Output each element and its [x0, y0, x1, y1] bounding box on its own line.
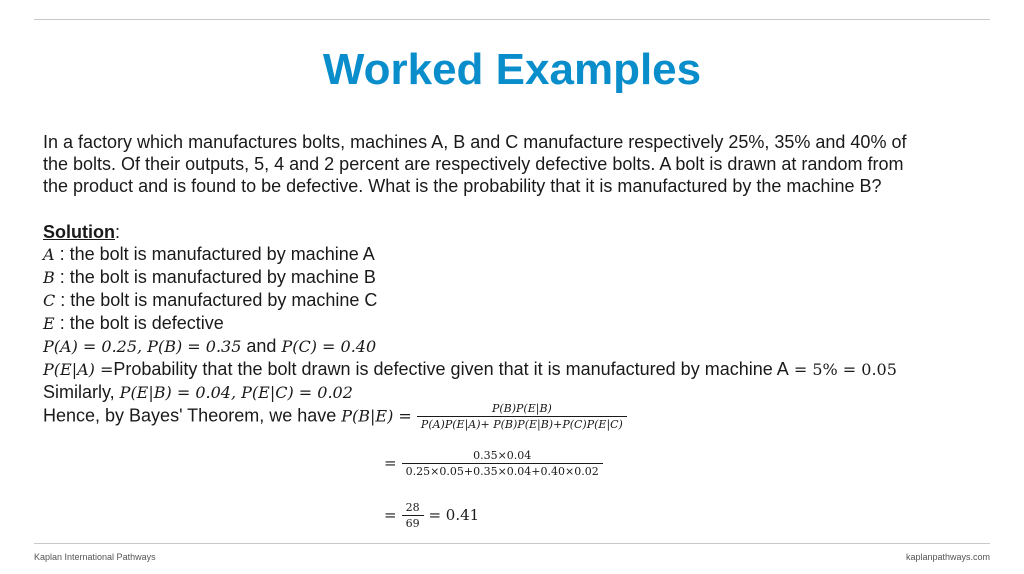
event-c: [43, 289, 993, 312]
bayes-line: [43, 401, 627, 432]
event-e-text: : the bolt is defective: [54, 313, 224, 333]
event-c-symbol: C: [43, 291, 56, 310]
footer-url: kaplanpathways.com: [905, 552, 990, 562]
bayes-step-3: [384, 500, 479, 531]
solution-label: Solution: [43, 222, 115, 242]
bayes-step-3-equals: =: [384, 506, 397, 524]
conditional-line: [43, 358, 993, 381]
bayes-step-3-fraction: [402, 500, 424, 531]
bayes-step-2: [384, 448, 603, 479]
conditional-rhs: = 5% = 0.05: [788, 360, 897, 379]
event-a-symbol: A: [43, 245, 55, 264]
event-b-text: : the bolt is manufactured by machine B: [54, 267, 376, 287]
priors-line: [43, 335, 993, 358]
solution-colon: :: [114, 222, 120, 242]
priors-part-2: P(C) = 0.40: [281, 337, 377, 356]
bayes-step-2-equals: =: [384, 454, 397, 472]
priors-and: and: [241, 336, 282, 356]
bayes-step-3-denominator: 69: [402, 515, 424, 531]
problem-line-3: the product and is found to be defective. What is the probability that it is manufactured by the machine B?: [43, 176, 882, 196]
event-e: [43, 312, 993, 335]
bayes-numerator: P(B)P(E|B): [491, 402, 552, 415]
solution-heading: [43, 221, 993, 243]
bayes-step-2-fraction: [402, 448, 603, 479]
bayes-step-2-numerator: 0.35×0.04: [473, 449, 532, 462]
event-b-symbol: B: [43, 268, 55, 287]
problem-line-2: the bolts. Of their outputs, 5, 4 and 2 percent are respectively defective bolts. A bolt is drawn at random from: [43, 154, 904, 174]
bayes-fraction: [417, 401, 627, 432]
problem-line-1: In a factory which manufactures bolts, machines A, B and C manufacture respectively 25%, 35% and 40% of: [43, 132, 907, 152]
event-b: [43, 266, 993, 289]
similarly-label: Similarly,: [43, 382, 120, 402]
slide-body: [43, 131, 993, 404]
bayes-lhs: P(B|E) =: [341, 406, 417, 426]
bayes-step-3-numerator: 28: [405, 501, 420, 514]
event-a-text: : the bolt is manufactured by machine A: [54, 244, 375, 264]
bottom-divider: [34, 543, 990, 544]
event-e-symbol: E: [43, 314, 55, 333]
event-c-text: : the bolt is manufactured by machine C: [55, 290, 378, 310]
bayes-denominator: P(A)P(E|A)+ P(B)P(E|B)+P(C)P(E|C): [417, 416, 627, 432]
event-a: [43, 243, 993, 266]
priors-part-1: P(A) = 0.25, P(B) = 0.35: [43, 337, 242, 356]
bayes-step-3-result: = 0.41: [423, 506, 480, 524]
footer-brand: Kaplan International Pathways: [34, 552, 156, 562]
slide-title: Worked Examples: [322, 45, 702, 94]
conditional-lhs: P(E|A) =: [43, 360, 114, 379]
bayes-lead: Hence, by Bayes' Theorem, we have: [43, 405, 342, 426]
bayes-step-2-denominator: 0.25×0.05+0.35×0.04+0.40×0.02: [402, 463, 603, 479]
similarly-math: P(E|B) = 0.04, P(E|C) = 0.02: [119, 383, 353, 402]
top-divider: [34, 19, 990, 20]
conditional-text: Probability that the bolt drawn is defective given that it is manufactured by machine A: [113, 359, 789, 379]
